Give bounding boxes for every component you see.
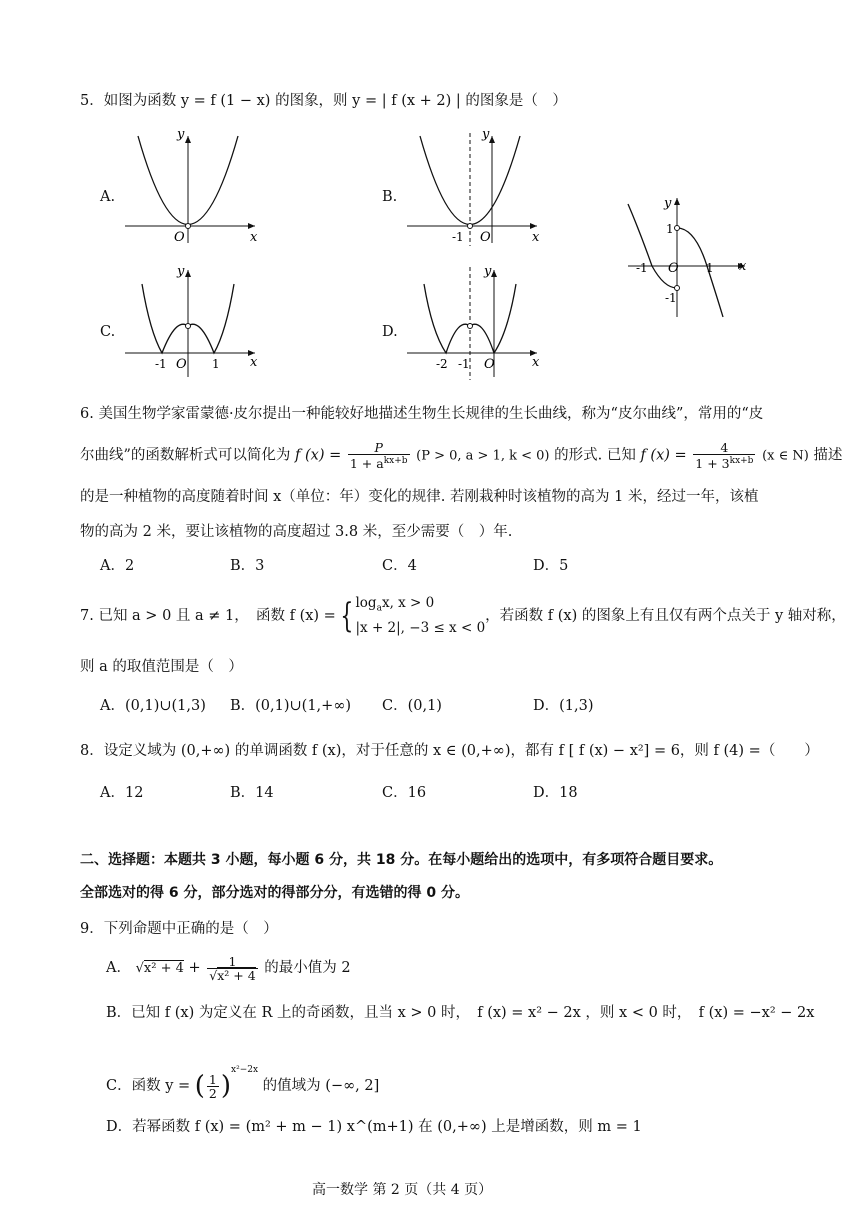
svg-text:x: x <box>739 259 747 274</box>
q5-option-b-label: B. <box>382 189 398 205</box>
svg-text:O: O <box>668 261 679 276</box>
q5-option-c-label: C. <box>100 324 116 340</box>
svg-text:x: x <box>532 355 540 370</box>
svg-text:1: 1 <box>666 222 674 236</box>
svg-text:y: y <box>482 127 490 142</box>
q5-option-a-label: A. <box>100 189 116 205</box>
svg-text:O: O <box>480 230 491 245</box>
origin-label: O <box>174 230 185 245</box>
q9-option-d: D．若幂函数 f (x) = (m² + m − 1) x^(m+1) 在 (0,+∞) 上是增函数，则 m = 1 <box>106 1119 642 1135</box>
q5-graph-d <box>402 262 552 382</box>
q6-option-d: D．5 <box>533 558 569 574</box>
q6-line4: 物的高为 2 米，要让该植物的高度超过 3.8 米，至少需要（ ）年. <box>80 524 513 540</box>
q6-option-b: B．3 <box>230 558 265 574</box>
svg-text:y: y <box>177 264 185 279</box>
q9-option-c: C．函数 y = ( $\frac{1}{2}$ )$^{x^2-2x}$ 的值域为 (−∞, 2] <box>106 1065 380 1101</box>
q9-option-b: B．已知 f (x) 为定义在 R 上的奇函数，且当 x > 0 时， f (x) = x² − 2x ，则 x < 0 时， f (x) = −x² − 2x <box>106 1005 815 1021</box>
page-footer: 高一数学 第 2 页（共 4 页） <box>312 1182 493 1198</box>
axis-x-label: x <box>250 230 258 245</box>
q7-line1: 7. 已知 a > 0 且 a ≠ 1， 函数 f (x) = { $\log_ax$, x > 0 |x + 2|, −3 ≤ x < 0 ，若函数 f (x) 的图象上有且仅有两个点关于 y 轴对称， <box>80 595 846 636</box>
q6-line2: 尔曲线”的函数解析式可以简化为 f (x) = $\frac{P}{1 + a^{kx+b}}$ (P > 0, a > 1, k < 0) 的形式. 已知 f (x) = $\frac{4}{1 + 3^{kx+b}}$ (x ∈ N) 描述 <box>80 440 843 472</box>
svg-text:1: 1 <box>706 261 714 275</box>
svg-text:y: y <box>664 196 672 211</box>
section2-heading-line2: 全部选对的得 6 分，部分选对的得部分分，有选错的得 0 分。 <box>80 885 469 901</box>
q6-line1: 6. 美国生物学家雷蒙德·皮尔提出一种能较好地描述生物生长规律的生长曲线，称为“皮尔曲线”，常用的“皮 <box>80 406 764 422</box>
svg-text:-1: -1 <box>665 291 677 305</box>
svg-text:-1: -1 <box>452 230 464 244</box>
q7-option-a: A．(0,1)∪(1,3) <box>100 698 206 714</box>
q5-option-d-label: D. <box>382 324 398 340</box>
q8-stem: 8．设定义域为 (0,+∞) 的单调函数 f (x)，对于任意的 x ∈ (0,+∞)，都有 f [ f (x) − x²] = 6，则 f (4) =（ ） <box>80 743 819 759</box>
section2-heading-line1: 二、选择题：本题共 3 小题，每小题 6 分，共 18 分。在每小题给出的选项中，有多项符合题目要求。 <box>80 852 723 868</box>
q5-reference-graph <box>620 192 755 320</box>
q8-option-c: C．16 <box>382 785 427 801</box>
q5-graph-c <box>120 262 270 382</box>
svg-text:-1: -1 <box>636 261 648 275</box>
svg-text:-1: -1 <box>458 357 470 371</box>
q8-option-a: A．12 <box>100 785 144 801</box>
svg-text:O: O <box>176 357 187 372</box>
svg-text:y: y <box>484 264 492 279</box>
svg-text:1: 1 <box>212 357 220 371</box>
svg-text:x: x <box>532 230 540 245</box>
q6-line3: 的是一种植物的高度随着时间 x（单位：年）变化的规律. 若刚栽种时该植物的高为 1 米，经过一年，该植 <box>80 489 759 505</box>
q7-line2: 则 a 的取值范围是（ ） <box>80 659 243 675</box>
q7-option-d: D．(1,3) <box>533 698 594 714</box>
q7-option-c: C．(0,1) <box>382 698 442 714</box>
svg-text:x: x <box>250 355 258 370</box>
q6-option-c: C．4 <box>382 558 417 574</box>
svg-text:-2: -2 <box>436 357 448 371</box>
svg-text:-1: -1 <box>155 357 167 371</box>
q7-option-b: B．(0,1)∪(1,+∞) <box>230 698 352 714</box>
q5-graph-a <box>120 128 270 248</box>
q8-option-d: D．18 <box>533 785 578 801</box>
q6-option-a: A．2 <box>100 558 135 574</box>
q9-option-a: A． √x² + 4 + $\frac{1}{\text{√x² + 4}}$ 的最小值为 2 <box>106 953 351 983</box>
axis-y-label: y <box>177 127 185 142</box>
svg-text:O: O <box>484 357 495 372</box>
q8-option-b: B．14 <box>230 785 274 801</box>
q5-stem: 5．如图为函数 y = f (1 − x) 的图象，则 y = | f (x + 2) | 的图象是（ ） <box>80 93 567 109</box>
q9-stem: 9．下列命题中正确的是（ ） <box>80 921 278 937</box>
q5-graph-b <box>402 128 552 248</box>
